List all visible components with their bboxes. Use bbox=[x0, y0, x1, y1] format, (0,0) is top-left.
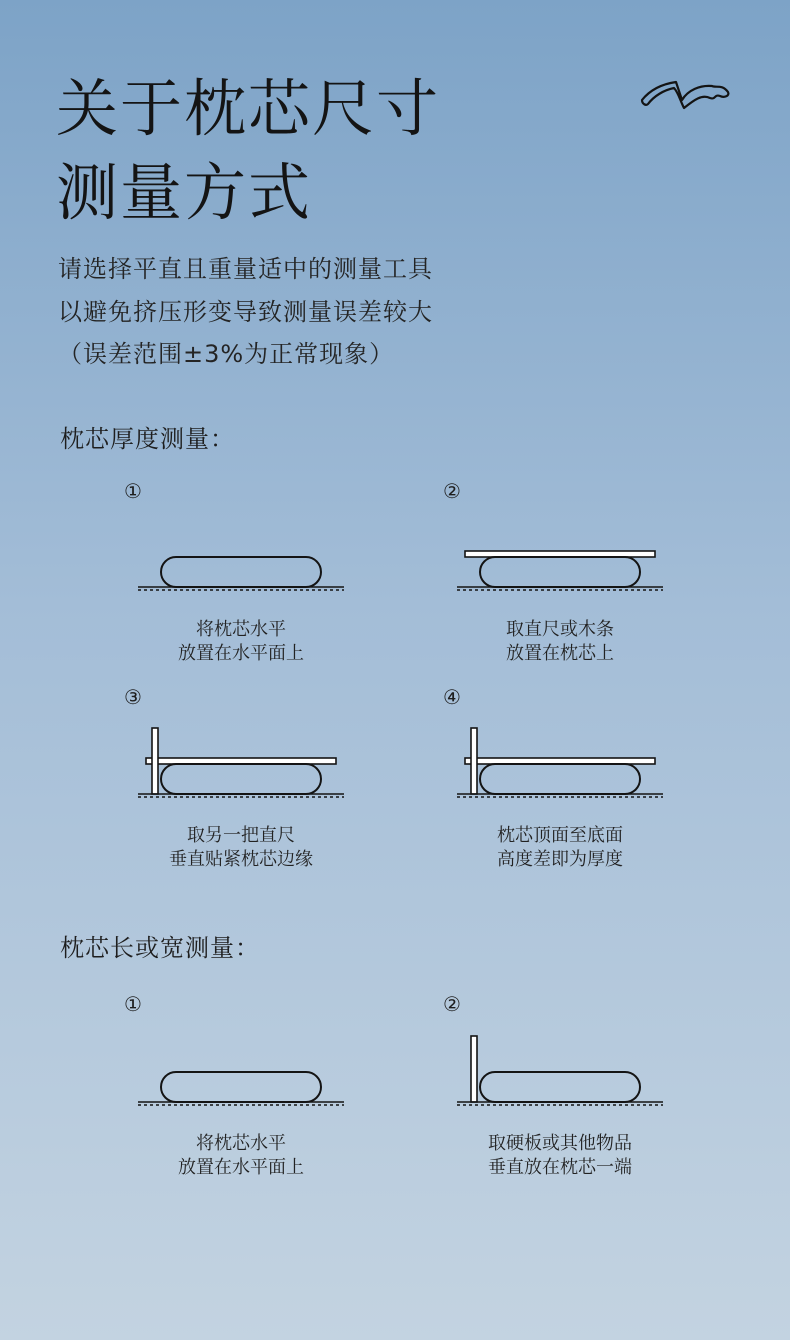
page-title-line2: 测量方式 bbox=[56, 156, 313, 229]
board-at-end-icon bbox=[449, 1030, 679, 1115]
caption-line-2: 垂直放在枕芯一端 bbox=[488, 1157, 632, 1178]
caption-line-1: 枕芯顶面至底面 bbox=[497, 825, 623, 846]
measure-thickness-icon bbox=[449, 722, 679, 802]
intro-line-3: （误差范围±3%为正常现象） bbox=[58, 340, 395, 368]
length-step-1-number: ① bbox=[124, 992, 142, 1016]
caption-line-1: 将枕芯水平 bbox=[196, 619, 286, 640]
caption-line-2: 放置在枕芯上 bbox=[506, 643, 614, 664]
thickness-step-2-caption bbox=[440, 618, 680, 666]
thickness-step-3-number: ③ bbox=[124, 685, 142, 709]
caption-line-2: 高度差即为厚度 bbox=[497, 849, 623, 870]
intro-line-2: 以避免挤压形变导致测量误差较大 bbox=[58, 298, 433, 326]
ruler-on-pillow-icon bbox=[449, 545, 679, 600]
caption-line-1: 取另一把直尺 bbox=[187, 825, 295, 846]
thickness-step-1-caption bbox=[121, 618, 361, 666]
caption-line-1: 将枕芯水平 bbox=[196, 1133, 286, 1154]
thickness-step-2-number: ② bbox=[443, 479, 461, 503]
pillow-on-surface-icon bbox=[130, 1060, 360, 1115]
thickness-step-1-number: ① bbox=[124, 479, 142, 503]
thickness-section-title: 枕芯厚度测量： bbox=[60, 425, 235, 453]
caption-line-2: 放置在水平面上 bbox=[178, 643, 304, 664]
length-step-1-caption bbox=[121, 1132, 361, 1180]
caption-line-2: 垂直贴紧枕芯边缘 bbox=[169, 849, 313, 870]
vertical-ruler-icon bbox=[130, 722, 360, 802]
caption-line-1: 取硬板或其他物品 bbox=[488, 1133, 632, 1154]
caption-line-1: 取直尺或木条 bbox=[506, 619, 614, 640]
length-step-2-caption bbox=[440, 1132, 680, 1180]
thickness-step-4-caption bbox=[440, 824, 680, 872]
thickness-step-4-number: ④ bbox=[443, 685, 461, 709]
length-step-2-number: ② bbox=[443, 992, 461, 1016]
caption-line-2: 放置在水平面上 bbox=[178, 1157, 304, 1178]
bird-icon bbox=[640, 76, 732, 114]
page-title-line1: 关于枕芯尺寸 bbox=[56, 72, 441, 145]
intro-line-1: 请选择平直且重量适中的测量工具 bbox=[58, 255, 433, 283]
pillow-on-surface-icon bbox=[130, 545, 360, 600]
length-section-title: 枕芯长或宽测量： bbox=[60, 934, 260, 962]
thickness-step-3-caption bbox=[121, 824, 361, 872]
